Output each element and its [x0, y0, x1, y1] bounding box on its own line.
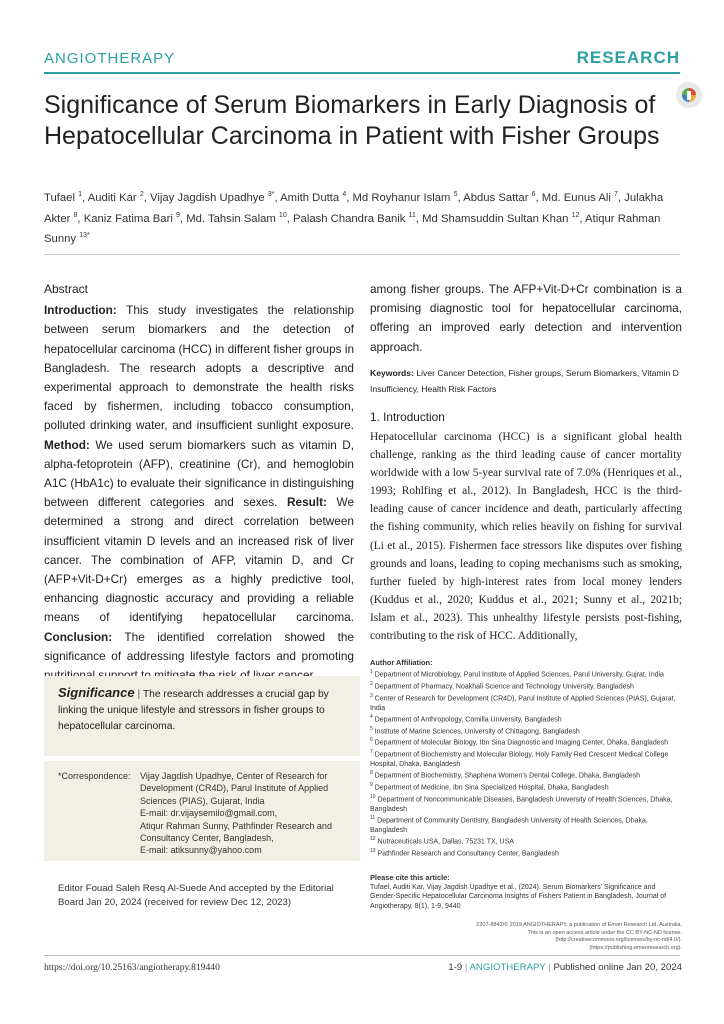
affiliation-text: Department of Noncommunicable Diseases, Bangladesh University of Health Sciences, Dhaka, Bangladesh: [370, 796, 673, 813]
author-name: Auditi Kar: [87, 191, 137, 204]
method-label: Method:: [44, 437, 90, 452]
affiliation-item: [370, 769, 682, 781]
article-title: Significance of Serum Biomarkers in Early Diagnosis of Hepatocellular Carcinoma in Patient with Fisher Groups: [44, 91, 660, 150]
affiliation-text: Pathfinder Research and Consultancy Center, Bangladesh: [377, 850, 559, 858]
abstract-continuation: among fisher groups. The AFP+Vit-D+Cr combination is a promising diagnostic tool for hepatocellular carcinoma, offering an improved early detection and intervention approach.: [370, 282, 682, 354]
affiliation-sup: 2: [370, 681, 373, 688]
correspondence-email[interactable]: E-mail: dr.vijaysemilo@gmail.com,: [140, 808, 278, 819]
affiliation-item: [370, 713, 682, 725]
citation-heading: Please cite this article:: [370, 873, 450, 882]
result-text: We determined a strong and direct correlation between insufficient vitamin D levels and an increased risk of liver cancer. The combination of AFP, vitamin D, and Cr (AFP+Vit-D+Cr) emerges as a highly predictive tool, enhancing diagnostic accuracy and providing a reliable means of identifying hepatocellular carcinoma.: [44, 495, 355, 625]
author: Palash Chandra Banik $^{11}$,: [293, 211, 423, 225]
keywords-text: Liver Cancer Detection, Fisher groups, Serum Biomarkers, Vitamin D Insufficiency, Health Risk Factors: [370, 367, 679, 394]
correspondence-line: Vijay Jagdish Upadhye, Center of Research for Development (CR4D), Parul Institute of Applied Sciences (PIAS), Gujarat, India: [140, 771, 329, 806]
abstract: [44, 280, 354, 685]
author-sup: 5: [453, 191, 458, 198]
author-sup: 3*: [267, 191, 275, 198]
license-line: 2207-8843/© 2019 ANGIOTHERAPY, a publication of Eman Research Ltd, Australia.: [476, 922, 682, 928]
crossmark-icon[interactable]: [676, 82, 702, 108]
affiliation-text: Department of Anthropology, Comilla University, Bangladesh: [374, 716, 562, 724]
author: Tufael $^1$,: [44, 191, 88, 204]
divider: [44, 254, 680, 255]
page-info: 1-9 | ANGIOTHERAPY | Published online Jan 20, 2024: [448, 962, 682, 973]
affiliation-item: [370, 781, 682, 793]
affiliation-sup: 7: [370, 749, 373, 756]
affiliation-sup: 11: [370, 814, 376, 821]
intro-text: This study investigates the relationship between serum biomarkers and the detection of hepatocellular carcinoma (HCC) in different fisher groups in Bangladesh. The research adopts a descriptive and experimental approach to demonstrate the health risks faced by fishermen, including tobacco consumption, polluted drinking water, and insufficient sunlight exposure.: [44, 303, 354, 433]
affiliation-item: [370, 725, 682, 737]
author: Julakha Akter $^8$,: [44, 191, 664, 225]
significance-box: Significance | The research addresses a crucial gap by linking the unique lifestyle and stressors in fisher groups to hepatocellular carcinoma.: [44, 676, 360, 756]
author-name: Amith Dutta: [280, 191, 340, 204]
affiliation-item: [370, 835, 682, 847]
published-date: Published online Jan 20, 2024: [553, 962, 682, 973]
affiliation-item: [370, 680, 682, 692]
author: Amith Dutta $^4$,: [280, 191, 353, 204]
license-notice: [400, 922, 682, 952]
author: Md Royhanur Islam $^5$,: [352, 191, 464, 204]
introduction-heading: 1. Introduction: [370, 410, 445, 424]
affiliation-sup: 5: [370, 725, 373, 732]
correspondence-box: [44, 761, 360, 861]
affiliation-sup: 10: [370, 793, 376, 800]
page-range: 1-9: [448, 962, 463, 973]
license-line: This is an open access article under the CC BY-NC-ND license.: [527, 929, 682, 936]
author: Auditi Kar $^2$,: [87, 191, 150, 204]
author-sup: 13*: [79, 232, 90, 240]
author: Md. Eunus Ali $^7$,: [541, 191, 625, 204]
journal-name: ANGIOTHERAPY: [44, 50, 176, 67]
affiliation-item: [370, 793, 682, 814]
correspondence-email[interactable]: E-mail: atiksunny@yahoo.com: [140, 845, 262, 856]
affiliation-heading: Author Affiliation:: [370, 658, 433, 667]
author-list: [44, 186, 684, 248]
affiliation-text: Department of Pharmacy, Noakhali Science and Technology University, Bangladesh: [374, 683, 634, 691]
author-name: Md Shamsuddin Sultan Khan: [422, 212, 569, 225]
author: Abdus Sattar $^6$,: [463, 191, 542, 204]
header-rule: [44, 72, 680, 74]
correspondence-label: *Correspondence:: [58, 771, 131, 781]
section-label: RESEARCH: [576, 48, 680, 67]
affiliation-item: [370, 847, 682, 859]
footer-rule: [44, 955, 680, 956]
abstract-heading: Abstract: [44, 282, 89, 296]
correspondence-line: Atiqur Rahman Sunny, Pathfinder Research and Consultancy Center, Bangladesh,: [140, 820, 332, 844]
author: Md. Tahsin Salam $^{10}$,: [186, 211, 293, 225]
author-name: Abdus Sattar: [463, 191, 529, 204]
affiliation-sup: 6: [370, 737, 373, 744]
introduction-text: Hepatocellular carcinoma (HCC) is a significant global health challenge, ranking as the third leading cause of cancer mortality worldwide with a low 5-year survival rate of 7.0% (Henriques et al., 1993; Rohlfing et al., 2012). In Bangladesh, HCC is the third-leading cause of cancer incidence and death, particularly affecting the fishing community, which relies heavily on fishing for survival (Li et al., 2015). Fishermen face stressors like disputes over fishing grounds and loans, leading to coping mechanisms such as smoking, further fueled by high-interest rates from local money lenders (Kuddus et al., 2020; Kuddus et al., 2021; Sunny et al., 2021b; Islam et al., 2023). This unhealthy lifestyle persists post-fishing, contributing to the risk of HCC. Additionally,: [370, 431, 682, 643]
author: Vijay Jagdish Upadhye $^{3*}$,: [150, 191, 281, 204]
author-sup: 10: [278, 211, 287, 219]
significance-text: The research addresses a crucial gap by linking the unique lifestyle and stressors in fisher groups to hepatocellular carcinoma.: [58, 689, 329, 732]
affiliation-text: Department of Medicine, Ibn Sina Specialized Hospital, Dhaka, Bangladesh: [374, 784, 609, 792]
affiliation-text: Department of Biochemistry and Molecular Biology, Holy Family Red Crescent Medical College Hospital, Dhaka, Bangladesh: [370, 751, 669, 768]
method-text: We used serum biomarkers such as vitamin D, alpha-fetoprotein (AFP), creatinine (Cr), and hemoglobin A1C (HbA1c) to evaluate their significance in distinguishing between different categories and sexes.: [44, 437, 355, 510]
conclusion-label: Conclusion:: [44, 629, 113, 644]
keywords: [370, 365, 682, 397]
author-name: Palash Chandra Banik: [293, 212, 406, 225]
doi-link[interactable]: https://doi.org/10.25163/angiotherapy.819440: [44, 962, 220, 973]
affiliation-text: Department of Molecular Biology, Ibn Sina Diagnostic and Imaging Center, Dhaka, Bangladesh: [374, 739, 668, 747]
affiliation-text: Center of Research for Development (CR4D), Parul Institute of Applied Sciences (PIAS), Gujarat, India: [370, 695, 676, 712]
author-name: Md. Eunus Ali: [541, 191, 611, 204]
license-link[interactable]: (http://creativecommons.org/licenses/by-nc-nd/4.0/).: [555, 937, 682, 944]
affiliation-text: Department of Community Dentistry, Bangladesh University of Health Sciences, Dhaka, Bangladesh: [370, 817, 648, 834]
affiliation-item: [370, 748, 682, 769]
affiliation-sup: 1: [370, 669, 373, 676]
author: Md Shamsuddin Sultan Khan $^{12}$,: [422, 211, 586, 225]
intro-label: Introduction:: [44, 303, 117, 318]
affiliation-sup: 13: [370, 847, 376, 854]
conclusion-text: The identified correlation showed the significance of addressing lifestyle factors and promoting: [44, 629, 354, 663]
author-sup: 11: [408, 211, 416, 219]
author-affiliations: [370, 658, 682, 859]
affiliation-sup: 3: [370, 692, 373, 699]
author-name: Julakha Akter: [44, 191, 664, 225]
footer-journal: ANGIOTHERAPY: [469, 962, 546, 973]
author-sup: 6: [531, 191, 536, 198]
affiliation-item: [370, 736, 682, 748]
author-name: Md Royhanur Islam: [352, 191, 451, 204]
author-name: Atiqur Rahman Sunny: [44, 212, 661, 246]
author: Kaniz Fatima Bari $^9$,: [83, 211, 187, 225]
affiliation-sup: 4: [370, 714, 373, 721]
affiliation-list: [370, 668, 682, 858]
license-link[interactable]: (https://publishing.emanresearch.org).: [589, 944, 682, 951]
affiliation-item: [370, 814, 682, 835]
author-name: Vijay Jagdish Upadhye: [150, 191, 265, 204]
affiliation-text: Department of Biochemistry, Shaphena Women's Dental College, Dhaka, Bangladesh: [374, 772, 641, 780]
affiliation-text: Institute of Marine Sciences, University of Chittagong, Bangladesh: [374, 728, 580, 736]
author-name: Md. Tahsin Salam: [186, 212, 276, 225]
author-sup: 8: [73, 211, 78, 219]
affiliation-text: Nutraceuticals USA, Dallas, 75231 TX, USA: [377, 838, 514, 846]
significance-label: Significance: [58, 685, 135, 700]
affiliation-item: [370, 692, 682, 713]
author-sup: 2: [139, 191, 144, 198]
author-sup: 1: [78, 191, 83, 198]
affiliation-sup: 12: [370, 836, 376, 843]
right-column-top: [370, 280, 682, 397]
author-name: Tufael: [44, 191, 75, 204]
author-sup: 12: [571, 211, 580, 219]
editor-note: Editor Fouad Saleh Resq Al-Suede And accepted by the Editorial Board Jan 20, 2024 (received for review Dec 12, 2023): [58, 883, 334, 908]
affiliation-text: Department of Microbiology, Parul Institute of Applied Sciences, Parul University, Gujrat, India: [374, 671, 664, 679]
author-sup: 4: [342, 191, 347, 198]
author-sup: 7: [614, 191, 618, 198]
citation-text: Tufael, Auditi Kar, Vijay Jagdish Upadhye et al., (2024). Serum Biomarkers' Significance and Gender-Specific Hepatocellular Carcinoma Insights of Fishers Patient in Bangladesh, Journal of Angiotherapy, 8(1), 1-9, 9440: [370, 884, 667, 910]
keywords-label: Keywords:: [370, 367, 414, 378]
author-name: Kaniz Fatima Bari: [83, 212, 173, 225]
result-label: Result:: [286, 495, 327, 510]
affiliation-sup: 9: [370, 782, 373, 789]
affiliation-item: [370, 668, 682, 680]
affiliation-sup: 8: [370, 770, 373, 777]
author-sup: 9: [176, 211, 180, 219]
